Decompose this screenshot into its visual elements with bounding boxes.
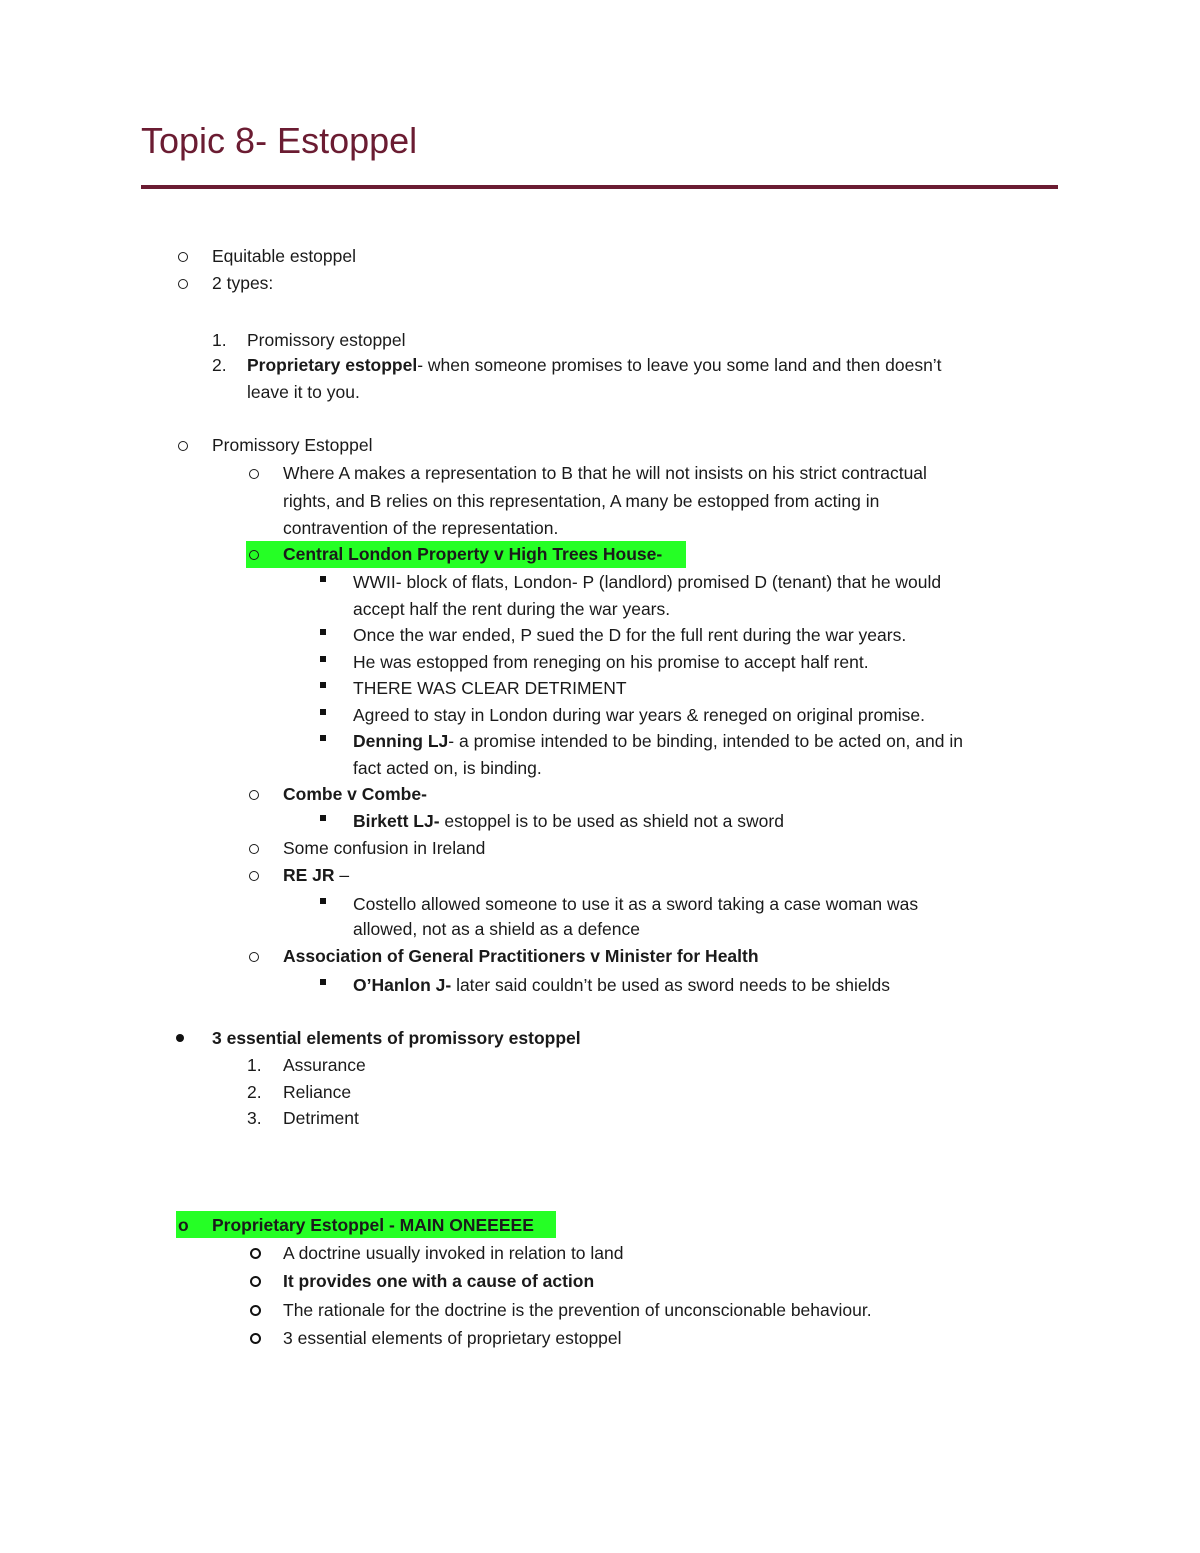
judge-name: Denning LJ xyxy=(353,731,449,751)
case-name-text: Central London Property v High Trees House- xyxy=(283,544,663,564)
bullet-icon xyxy=(178,252,188,262)
square-bullet-icon xyxy=(320,682,326,688)
bullet-marker xyxy=(178,1213,189,1237)
square-bullet-icon xyxy=(320,898,326,904)
case-point xyxy=(353,729,963,753)
case-name xyxy=(283,782,427,806)
paragraph-line: contravention of the representation. xyxy=(283,518,559,538)
section-heading xyxy=(212,1213,534,1237)
list-item: Promissory estoppel xyxy=(247,330,406,350)
square-bullet-icon xyxy=(320,656,326,662)
case-name xyxy=(283,863,349,887)
case-point-continuation: fact acted on, is binding. xyxy=(353,758,542,778)
title-divider xyxy=(141,185,1058,189)
section-heading xyxy=(212,1026,581,1050)
list-number: 1. xyxy=(247,1055,262,1075)
list-item-continuation: leave it to you. xyxy=(247,382,360,402)
bullet-icon xyxy=(250,1305,261,1316)
list-item: Assurance xyxy=(283,1055,366,1075)
bullet-icon xyxy=(178,279,188,289)
case-point: accept half the rent during the war years. xyxy=(353,599,671,619)
case-dash: – xyxy=(334,865,350,885)
bullet-icon xyxy=(250,1276,261,1287)
term-bold: Proprietary estoppel xyxy=(247,355,418,375)
list-item: It provides one with a cause of action xyxy=(283,1271,595,1291)
list-item: Equitable estoppel xyxy=(212,246,356,266)
list-number: 1. xyxy=(212,330,227,350)
list-item: Detriment xyxy=(283,1108,359,1128)
case-point: THERE WAS CLEAR DETRIMENT xyxy=(353,678,627,698)
list-item xyxy=(247,353,942,377)
case-name xyxy=(283,944,759,968)
case-point: He was estopped from reneging on his promise to accept half rent. xyxy=(353,652,869,672)
square-bullet-icon xyxy=(320,629,326,635)
bullet-marker-text: o xyxy=(178,1215,189,1235)
case-point: Once the war ended, P sued the D for the full rent during the war years. xyxy=(353,625,907,645)
square-bullet-icon xyxy=(320,815,326,821)
case-name xyxy=(283,542,662,566)
case-point xyxy=(353,973,890,997)
case-name-text: RE JR xyxy=(283,865,335,885)
case-point: WWII- block of flats, London- P (landlord) promised D (tenant) that he would xyxy=(353,572,942,592)
bullet-icon xyxy=(249,790,259,800)
bullet-icon xyxy=(249,469,259,479)
bullet-icon xyxy=(249,871,259,881)
bullet-icon xyxy=(178,441,188,451)
bullet-dot-icon xyxy=(176,1034,184,1042)
square-bullet-icon xyxy=(320,979,326,985)
case-point: Costello allowed someone to use it as a sword taking a case woman was xyxy=(353,894,919,914)
page-title: Topic 8- Estoppel xyxy=(141,120,418,161)
case-name-text: Association of General Practitioners v Minister for Health xyxy=(283,946,759,966)
list-item: A doctrine usually invoked in relation to land xyxy=(283,1243,624,1263)
square-bullet-icon xyxy=(320,709,326,715)
case-name-text: Combe v Combe- xyxy=(283,784,427,804)
bullet-icon xyxy=(249,844,259,854)
case-point xyxy=(353,809,784,833)
square-bullet-icon xyxy=(320,735,326,741)
section-heading-text: 3 essential elements of promissory estoppel xyxy=(212,1028,581,1048)
bullet-icon xyxy=(249,550,259,560)
section-heading: Promissory Estoppel xyxy=(212,435,373,455)
paragraph-line: rights, and B relies on this representation, A many be estopped from acting in xyxy=(283,491,880,511)
section-heading-text: Proprietary Estoppel - MAIN ONEEEEE xyxy=(212,1215,534,1235)
case-point: Agreed to stay in London during war years & reneged on original promise. xyxy=(353,705,926,725)
judge-quote: estoppel is to be used as shield not a sword xyxy=(439,811,784,831)
bullet-icon xyxy=(250,1248,261,1259)
list-number: 3. xyxy=(247,1108,262,1128)
list-item: 2 types: xyxy=(212,273,274,293)
list-number: 2. xyxy=(247,1082,262,1102)
list-number: 2. xyxy=(212,355,227,375)
bullet-icon xyxy=(250,1333,261,1344)
judge-quote: - a promise intended to be binding, intended to be acted on, and in xyxy=(448,731,963,751)
case-point-continuation: allowed, not as a shield as a defence xyxy=(353,919,640,939)
paragraph-line: Where A makes a representation to B that he will not insists on his strict contractual xyxy=(283,463,927,483)
judge-quote: later said couldn’t be used as sword needs to be shields xyxy=(451,975,890,995)
bullet-icon xyxy=(249,952,259,962)
square-bullet-icon xyxy=(320,576,326,582)
list-item: Some confusion in Ireland xyxy=(283,838,486,858)
judge-name: O’Hanlon J- xyxy=(353,975,452,995)
term-text: - when someone promises to leave you some land and then doesn’t xyxy=(417,355,942,375)
judge-name: Birkett LJ- xyxy=(353,811,440,831)
list-item: The rationale for the doctrine is the prevention of unconscionable behaviour. xyxy=(283,1300,872,1320)
list-item: 3 essential elements of proprietary estoppel xyxy=(283,1328,622,1348)
list-item: Reliance xyxy=(283,1082,352,1102)
